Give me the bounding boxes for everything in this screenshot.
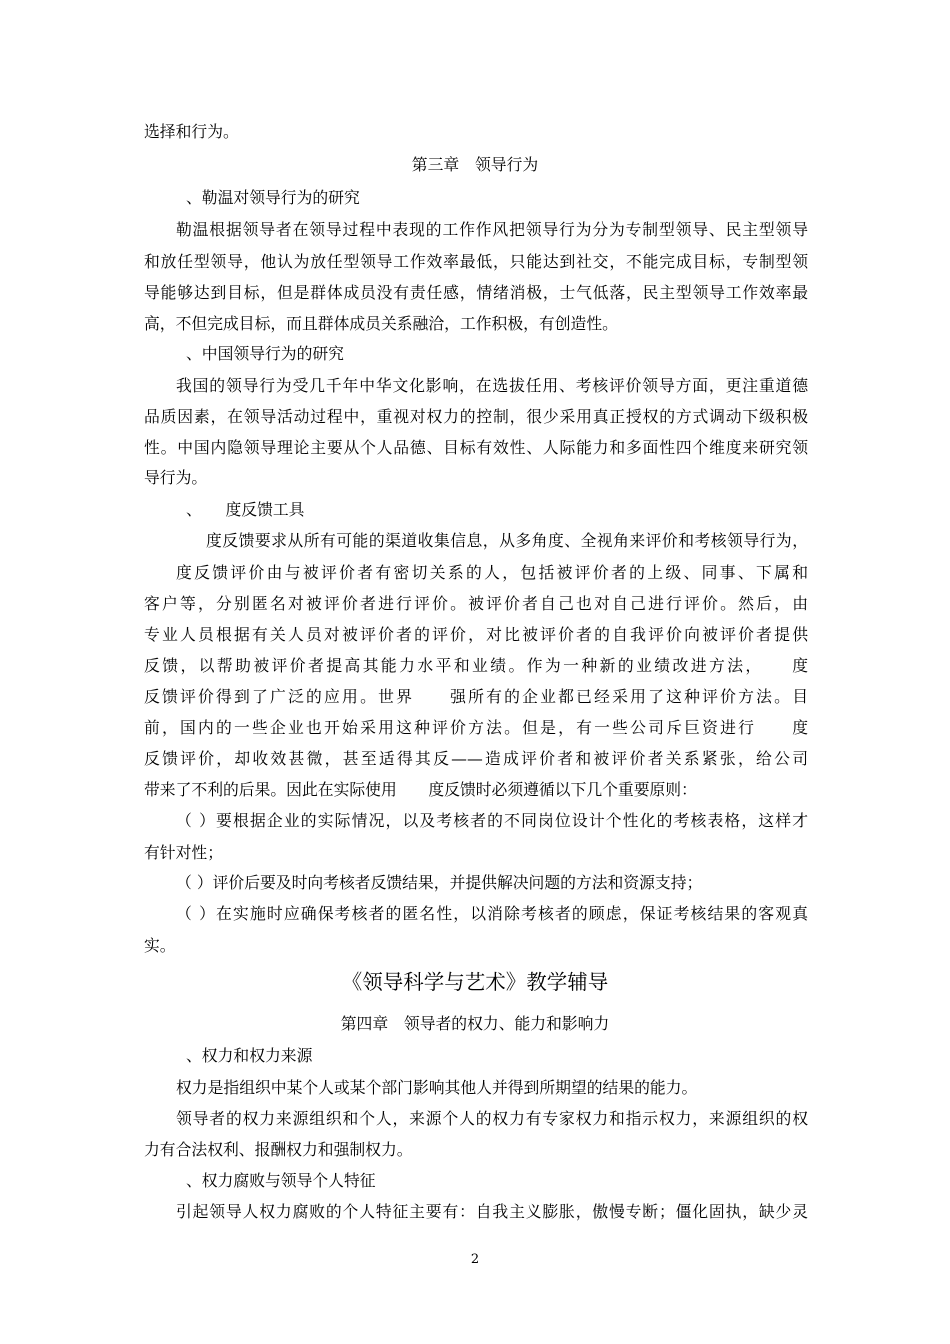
paragraph-line: 权力是指组织中某个人或某个部门影响其他人并得到所期望的结果的能力。 — [176, 1078, 698, 1097]
paragraph-line: 反馈，以帮助被评价者提高其能力水平和业绩。作为一种新的业绩改进方法， 度 — [144, 656, 808, 675]
list-item-line: 实。 — [144, 936, 176, 955]
list-item-line: （ ）评价后要及时向考核者反馈结果，并提供解决问题的方法和资源支持； — [176, 873, 703, 892]
chapter-4-heading: 第四章 领导者的权力、能力和影响力 — [340, 1014, 610, 1033]
list-item-line: 有针对性； — [144, 843, 223, 862]
paragraph-line: 前，国内的一些企业也开始采用这种评价方法。但是，有一些公司斥巨资进行 度 — [144, 718, 808, 737]
paragraph-line: 度反馈要求从所有可能的渠道收集信息，从多角度、全视角来评价和考核领导行为， — [206, 531, 808, 550]
paragraph-line: 带来了不利的后果。因此在实际使用 度反馈时必须遵循以下几个重要原则： — [144, 780, 697, 799]
section-heading: 、中国领导行为的研究 — [186, 344, 344, 363]
paragraph-line: 专业人员根据有关人员对被评价者的评价，对比被评价者的自我评价向被评价者提供 — [144, 625, 808, 644]
section-heading: 、权力腐败与领导个人特征 — [186, 1171, 376, 1190]
section-heading: 、 度反馈工具 — [186, 500, 305, 519]
document-title: 《领导科学与艺术》教学辅导 — [341, 970, 609, 994]
paragraph-line: 勒温根据领导者在领导过程中表现的工作作风把领导行为分为专制型领导、民主型领导 — [176, 220, 808, 239]
body-text-line: 选择和行为。 — [144, 122, 239, 141]
paragraph-line: 反馈评价得到了广泛的应用。世界 强所有的企业都已经采用了这种评价方法。目 — [144, 687, 808, 706]
paragraph-line: 性。中国内隐领导理论主要从个人品德、目标有效性、人际能力和多面性四个维度来研究领 — [144, 438, 808, 457]
paragraph-line: 导行为。 — [144, 468, 208, 487]
paragraph-line: 力有合法权利、报酬权力和强制权力。 — [144, 1140, 413, 1159]
paragraph-line: 我国的领导行为受几千年中华文化影响，在选拔任用、考核评价领导方面，更注重道德 — [176, 376, 808, 395]
page-number: 2 — [470, 1252, 480, 1267]
paragraph-line: 领导者的权力来源组织和个人，来源个人的权力有专家权力和指示权力，来源组织的权 — [176, 1109, 808, 1128]
paragraph-line: 度反馈评价由与被评价者有密切关系的人，包括被评价者的上级、同事、下属和 — [176, 563, 808, 582]
paragraph-line: 引起领导人权力腐败的个人特征主要有：自我主义膨胀，傲慢专断；僵化固执，缺少灵 — [176, 1202, 808, 1221]
chapter-3-heading: 第三章 领导行为 — [411, 155, 539, 174]
paragraph-line: 品质因素，在领导活动过程中，重视对权力的控制，很少采用真正授权的方式调动下级积极 — [144, 407, 808, 426]
paragraph-line: 导能够达到目标，但是群体成员没有责任感，情绪消极，士气低落，民主型领导工作效率最 — [144, 283, 808, 302]
paragraph-line: 客户等，分别匿名对被评价者进行评价。被评价者自己也对自己进行评价。然后，由 — [144, 594, 808, 613]
list-item-line: （ ）在实施时应确保考核者的匿名性，以消除考核者的顾虑，保证考核结果的客观真 — [176, 904, 808, 923]
section-heading: 、权力和权力来源 — [186, 1046, 313, 1065]
paragraph-line: 高，不但完成目标，而且群体成员关系融洽，工作积极，有创造性。 — [144, 314, 618, 333]
section-heading: 、勒温对领导行为的研究 — [186, 188, 360, 207]
paragraph-line: 和放任型领导，他认为放任型领导工作效率最低，只能达到社交，不能完成目标，专制型领 — [144, 252, 808, 271]
list-item-line: （ ）要根据企业的实际情况，以及考核者的不同岗位设计个性化的考核表格，这样才 — [176, 811, 808, 830]
paragraph-line: 反馈评价，却收效甚微，甚至适得其反——造成评价者和被评价者关系紧张，给公司 — [144, 749, 808, 768]
